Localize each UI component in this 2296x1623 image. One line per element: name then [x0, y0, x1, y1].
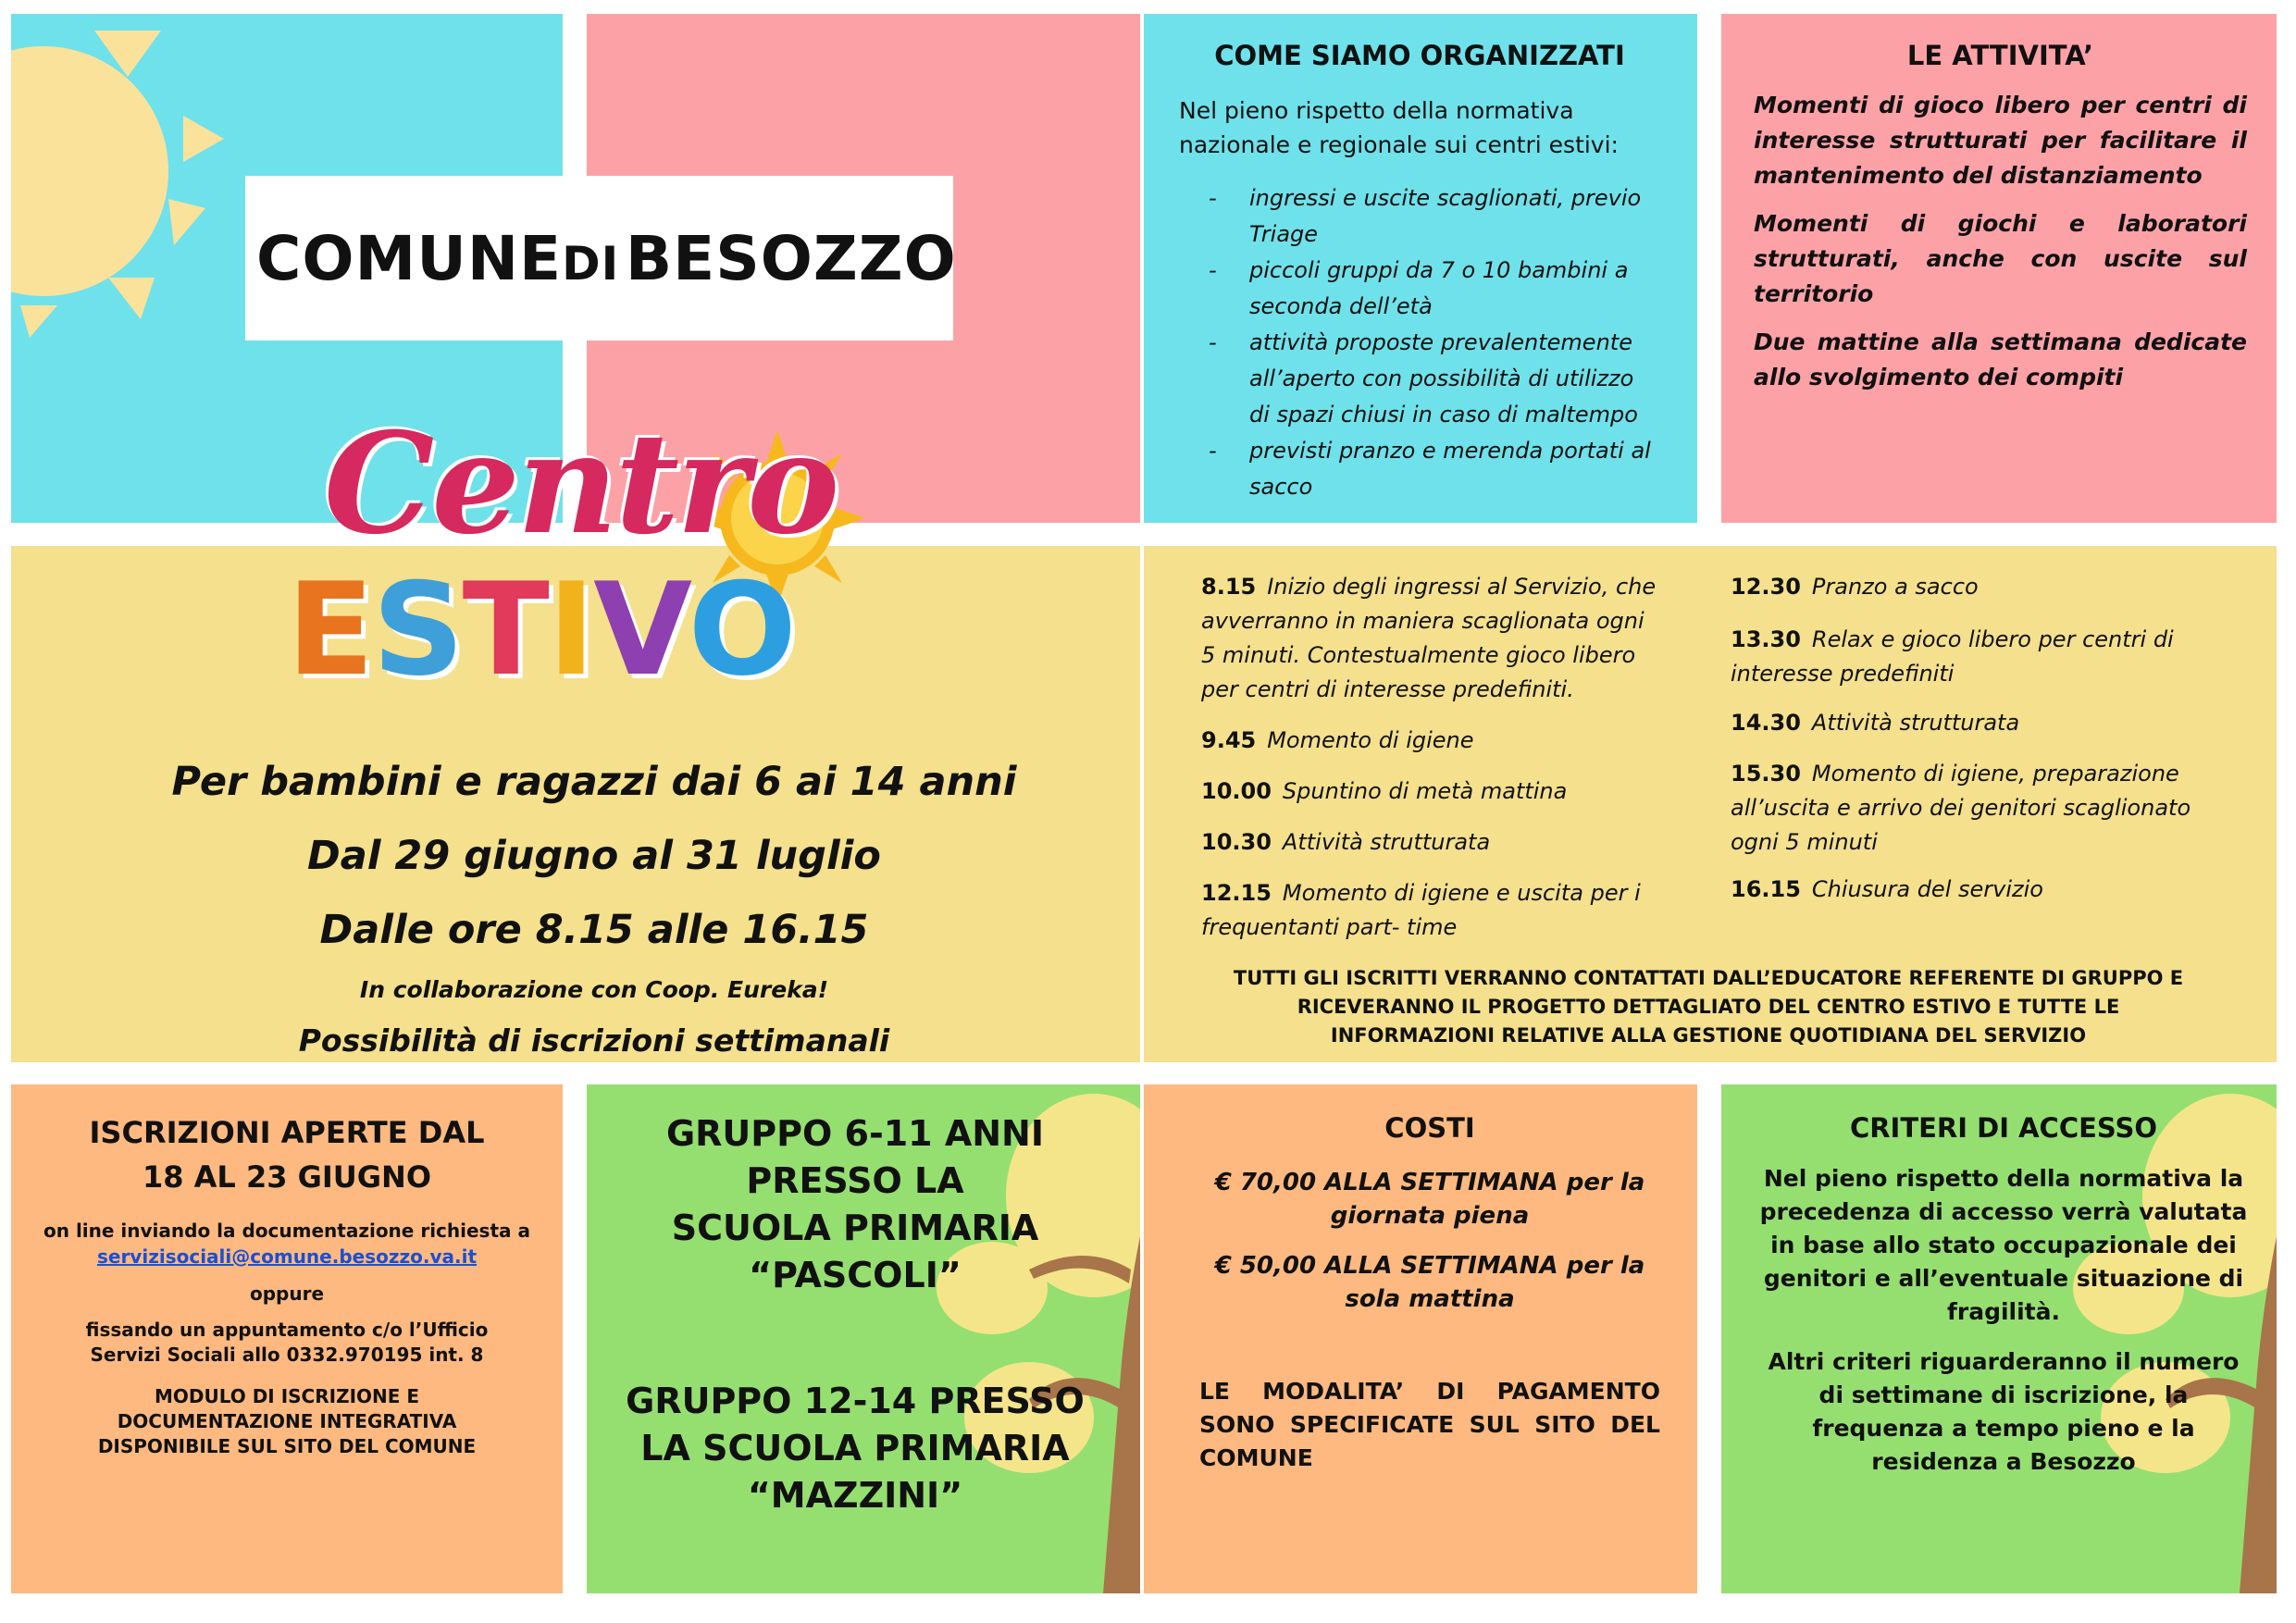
- schedule-time: 8.15: [1201, 574, 1257, 600]
- schedule-left-column: [1201, 570, 1664, 945]
- organizzati-item: - previsti pranzo e merenda portati al sacco: [1179, 433, 1660, 505]
- comune-di-besozzo-logo: [245, 176, 957, 341]
- modulo-text: MODULO DI ISCRIZIONE E DOCUMENTAZIONE INTEGRATIVA DISPONIBILE SUL SITO DEL COMUNE: [97, 1385, 477, 1457]
- schedule-time: 10.00: [1201, 778, 1272, 804]
- schedule-entry: [1731, 623, 2230, 691]
- hours: Dalle ore 8.15 alle 16.15: [319, 907, 869, 953]
- attivita-panel: [1721, 14, 2277, 523]
- cost-full-amount: € 70,00 ALLA SETTIMANA: [1214, 1169, 1558, 1196]
- attivita-paragraph: Momenti di giochi e laboratori strutturati, anche con uscite sul territorio: [1754, 210, 2247, 307]
- date-range: Dal 29 giugno al 31 luglio: [307, 833, 881, 879]
- iscrizioni-panel: [11, 1084, 563, 1593]
- notice: TUTTI GLI ISCRITTI VERRANNO CONTATTATI DALL’EDUCATORE REFERENTE DI GRUPPO E RICEVERANNO IL PROGETTO DETTAGLIATO DEL CENTRO ESTIVO E TUTTE LE INFORMAZIONI RELATIVE ALLA GESTIONE QUOTIDIANA DEL SERVIZIO: [1233, 967, 2184, 1047]
- attivita-paragraph: Momenti di gioco libero per centri di interesse strutturati per facilitare il mantenimento del distanziamento: [1754, 92, 2247, 189]
- schedule-time: 14.30: [1731, 710, 1801, 736]
- estivo-letter: E: [287, 555, 373, 704]
- schedule-entry: [1731, 706, 2230, 740]
- online-text: on line inviando la documentazione richiesta a: [43, 1220, 530, 1242]
- schedule-entry: [1201, 825, 1664, 860]
- collaboration: In collaborazione con Coop. Eureka!: [359, 976, 829, 1003]
- schedule-activity: Inizio degli ingressi al Servizio, che avverranno in maniera scaglionata ogni 5 minuti. Contestualmente gioco libero per centri di interesse predefiniti.: [1201, 574, 1657, 702]
- organizzati-list: [1179, 180, 1660, 505]
- attivita-heading: LE ATTIVITA’: [1906, 40, 2094, 71]
- oppure-text: oppure: [249, 1282, 325, 1305]
- cost-full-day: [1199, 1166, 1660, 1233]
- organizzati-item: - attività proposte prevalentemente all’aperto con possibilità di utilizzo di spazi chiusi in caso di maltempo: [1179, 325, 1660, 433]
- schedule-time: 16.15: [1731, 876, 1801, 902]
- logo-comune: COMUNE: [256, 222, 563, 294]
- payment-info: LE MODALITA’ DI PAGAMENTO SONO SPECIFICATE SUL SITO DEL COMUNE: [1199, 1378, 1660, 1471]
- centro-estivo-title: [278, 403, 888, 712]
- weekly-enrollment: Possibilità di iscrizioni settimanali: [298, 1022, 890, 1059]
- gruppo-6-11: GRUPPO 6-11 ANNI PRESSO LA SCUOLA PRIMARIA “PASCOLI”: [665, 1113, 1045, 1295]
- schedule-entry: [1201, 774, 1664, 809]
- schedule-time: 15.30: [1731, 761, 1801, 787]
- schedule-entry: [1201, 876, 1664, 945]
- gruppi-panel: [587, 1084, 1140, 1593]
- cost-half-amount: € 50,00 ALLA SETTIMANA: [1214, 1252, 1558, 1280]
- schedule-activity: Attività strutturata: [1811, 710, 2020, 736]
- organizzati-heading: COME SIAMO ORGANIZZATI: [1214, 40, 1625, 71]
- schedule-time: 13.30: [1731, 626, 1801, 652]
- schedule-entry: [1201, 570, 1664, 707]
- appointment-text: fissando un appuntamento c/o l’Ufficio Servizi Sociali allo 0332.970195 int. 8: [85, 1319, 489, 1366]
- criteri-p1: Nel pieno rispetto della normativa la precedenza di accesso verrà valutata in base allo stato occupazionale dei genitori e all’eventuale situazione di fragilità.: [1759, 1165, 2248, 1325]
- schedule-activity: Spuntino di metà mattina: [1282, 778, 1568, 804]
- organizzati-item: - piccoli gruppi da 7 o 10 bambini a seconda dell’età: [1179, 253, 1660, 325]
- estivo-letter: O: [688, 555, 795, 704]
- schedule-time: 12.15: [1201, 880, 1272, 906]
- organizzati-intro: Nel pieno rispetto della normativa nazionale e regionale sui centri estivi:: [1179, 97, 1619, 158]
- iscrizioni-heading: ISCRIZIONI APERTE DAL 18 AL 23 GIUGNO: [89, 1115, 485, 1195]
- schedule-time: 12.30: [1731, 574, 1801, 600]
- schedule-panel: [1144, 546, 2277, 1062]
- estivo-letter: S: [372, 555, 463, 704]
- schedule-activity: Pranzo a sacco: [1811, 574, 1979, 600]
- estivo-letter: T: [462, 555, 548, 704]
- costi-panel: [1144, 1084, 1697, 1593]
- logo-besozzo: BESOZZO: [625, 222, 957, 294]
- schedule-activity: Momento di igiene, preparazione all’uscita e arrivo dei genitori scaglionato ogni 5 minuti: [1731, 761, 2191, 855]
- schedule-time: 9.45: [1201, 727, 1257, 753]
- organizzati-panel: [1144, 14, 1697, 523]
- criteri-heading: CRITERI DI ACCESSO: [1849, 1112, 2158, 1144]
- schedule-activity: Relax e gioco libero per centri di interesse predefiniti: [1731, 626, 2174, 687]
- criteri-panel: [1721, 1084, 2277, 1593]
- criteri-p2: Altri criteri riguarderanno il numero di settimane di iscrizione, la frequenza a tempo pieno e la residenza a Besozzo: [1768, 1348, 2240, 1475]
- costi-heading: COSTI: [1384, 1112, 1475, 1144]
- sun-icon: [11, 14, 233, 365]
- estivo-title: [287, 555, 795, 704]
- logo-di: DI: [562, 236, 620, 291]
- schedule-right-column: [1731, 570, 2230, 907]
- cost-full-label: per la giornata piena: [1330, 1169, 1645, 1230]
- schedule-entry: [1731, 570, 2230, 604]
- schedule-activity: Chiusura del servizio: [1811, 876, 2043, 902]
- schedule-activity: Momento di igiene: [1267, 727, 1474, 753]
- gruppo-12-14: GRUPPO 12-14 PRESSO LA SCUOLA PRIMARIA “MAZZINI”: [626, 1381, 1085, 1516]
- organizzati-item: - ingressi e uscite scaglionati, previo Triage: [1179, 180, 1660, 253]
- estivo-letter: I: [547, 555, 594, 704]
- age-range: Per bambini e ragazzi dai 6 ai 14 anni: [171, 759, 1017, 805]
- cost-half-label: per la sola mattina: [1345, 1252, 1645, 1313]
- centro-title: Centro: [324, 403, 838, 565]
- cost-half-day: [1199, 1249, 1660, 1316]
- schedule-activity: Attività strutturata: [1282, 829, 1491, 855]
- attivita-paragraphs: [1754, 88, 2247, 395]
- schedule-entry: [1201, 724, 1664, 758]
- schedule-entry: [1731, 757, 2230, 860]
- schedule-time: 10.30: [1201, 829, 1272, 855]
- attivita-paragraph: Due mattine alla settimana dedicate allo svolgimento dei compiti: [1754, 328, 2247, 390]
- schedule-entry: [1731, 873, 2230, 907]
- estivo-letter: V: [593, 555, 689, 704]
- schedule-activity: Momento di igiene e uscita per i frequentanti part- time: [1201, 880, 1641, 940]
- email-link[interactable]: servizisociali@comune.besozzo.va.it: [96, 1245, 478, 1268]
